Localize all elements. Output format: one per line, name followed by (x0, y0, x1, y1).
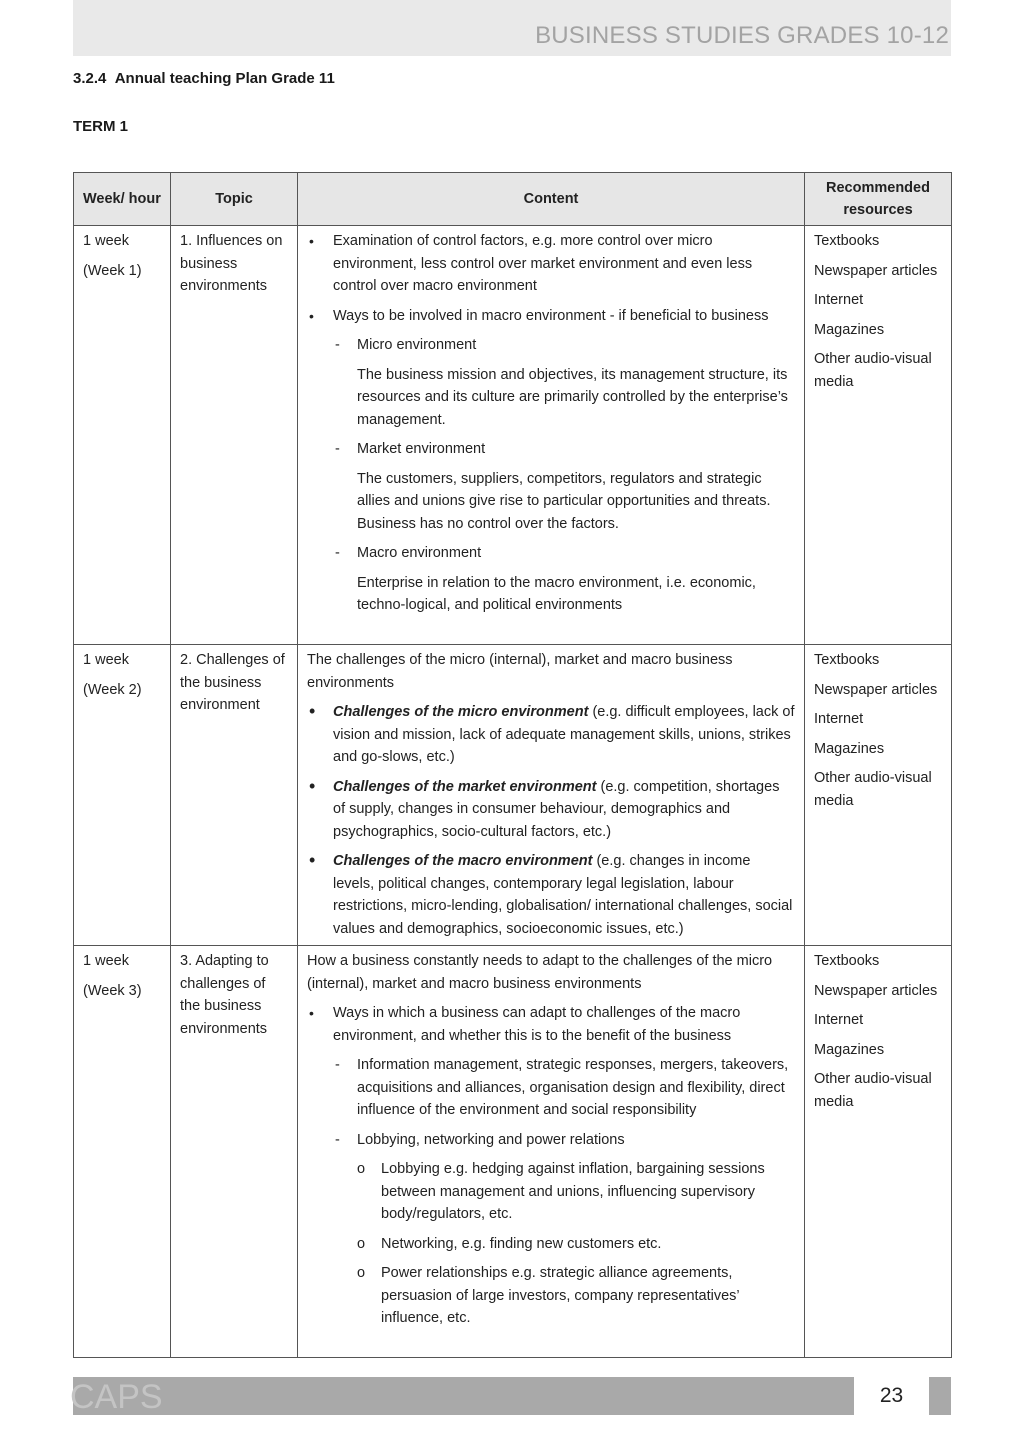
challenge-examples: (e.g. competition, shortages of supply, changes in consumer behaviour, demographics and psychographics, socio-cultural factors, etc.) (333, 778, 780, 840)
week-cell (74, 946, 171, 1358)
header-topic: Topic (171, 173, 298, 226)
content-dash-item (333, 1129, 795, 1330)
resource-item: Textbooks (814, 652, 880, 668)
table-row (74, 226, 952, 645)
resource-item: Internet (814, 1012, 864, 1028)
dash-item-title: Market environment (357, 441, 486, 457)
resource-item: Newspaper articles (814, 262, 938, 279)
resource-item: Other audio-visual media (814, 1071, 932, 1110)
resource-item: Magazines (814, 1041, 885, 1058)
resources-cell (805, 226, 952, 645)
resource-item: Internet (814, 292, 864, 308)
content-dash-item (333, 334, 795, 431)
section-heading (73, 70, 335, 87)
week-cell (74, 226, 171, 645)
content-intro: How a business constantly needs to adapt to the challenges of the micro (internal), market and macro business environments (307, 953, 773, 992)
content-bullet-text: Ways to be involved in macro environment - if beneficial to business (333, 307, 769, 324)
resources-cell (805, 645, 952, 946)
challenge-examples: (e.g. changes in income levels, political changes, contemporary legal legislation, labour restrictions, micro-lending, globalisation/ international challenges, social values and demographics, socioeconomic issues, etc.) (333, 853, 793, 937)
content-bullet (307, 776, 795, 844)
content-dash-item: - Information management, strategic responses, mergers, takeovers, acquisitions and alliances, organisation design and flexibility, direct influence of the environment and social responsibility (333, 1054, 795, 1122)
dash-item-title: Macro environment (357, 545, 482, 561)
week-duration: 1 week (83, 953, 129, 969)
content-sub-bullet: o Networking, e.g. finding new customers etc. (357, 1233, 795, 1256)
content-bullet (307, 1002, 795, 1330)
week-duration: 1 week (83, 652, 129, 668)
challenge-term: Challenges of the macro environment (333, 853, 593, 869)
challenge-term: Challenges of the micro environment (333, 704, 589, 720)
week-number: (Week 3) (83, 982, 142, 999)
resource-item: Newspaper articles (814, 982, 938, 999)
table-header-row (74, 173, 952, 226)
resource-item: Internet (814, 711, 864, 727)
challenge-examples: (e.g. difficult employees, lack of vision and mission, lack of adequate management skills, unions, strikes and go-slows, etc.) (333, 704, 795, 765)
header-content: Content (298, 173, 805, 226)
page-header-band (73, 0, 951, 56)
content-sub-bullet: o Power relationships e.g. strategic alliance agreements, persuasion of large investors, company representatives’ influence, etc. (357, 1262, 795, 1330)
page-number: 23 (854, 1377, 929, 1415)
resource-item: Other audio-visual media (814, 770, 932, 809)
resource-item: Other audio-visual media (814, 351, 932, 390)
content-bullet (307, 701, 795, 769)
resource-item: Textbooks (814, 953, 880, 969)
resource-item: Textbooks (814, 233, 880, 249)
table-row (74, 946, 952, 1358)
week-number: (Week 1) (83, 262, 142, 279)
term-heading: TERM 1 (73, 118, 129, 135)
content-sub-bullet: o Lobbying e.g. hedging against inflation, bargaining sessions between management and unions, influencing supervisory body/regulators, etc. (357, 1158, 795, 1226)
dash-item-title: Micro environment (357, 337, 477, 353)
annual-teaching-plan-table (73, 172, 952, 1358)
challenge-term: Challenges of the market environment (333, 778, 597, 795)
content-bullet (307, 850, 795, 940)
header-resources: Recommended resources (805, 173, 952, 226)
topic-text: 2. Challenges of the business environment (180, 652, 285, 713)
content-cell (298, 645, 805, 946)
content-dash-item (333, 542, 795, 617)
content-bullet: • Examination of control factors, e.g. more control over micro environment, less control over market environment and even less control over macro environment (307, 230, 795, 298)
content-bullet (307, 305, 795, 617)
topic-text: 1. Influences on business environments (180, 233, 283, 294)
content-cell (298, 226, 805, 645)
week-number: (Week 2) (83, 681, 142, 698)
running-header-title: BUSINESS STUDIES GRADES 10-12 (535, 22, 949, 49)
section-number: 3.2.4 (73, 70, 107, 87)
content-bullet-text: Ways in which a business can adapt to challenges of the macro environment, and whether this is to the benefit of the business (333, 1005, 741, 1044)
resource-item: Magazines (814, 321, 885, 338)
content-dash-item (333, 438, 795, 535)
dash-item-title: Lobbying, networking and power relations (357, 1131, 625, 1148)
resources-cell (805, 946, 952, 1358)
header-week-hour: Week/ hour (74, 173, 171, 226)
week-duration: 1 week (83, 233, 129, 249)
dash-item-description: The customers, suppliers, competitors, regulators and strategic allies and unions give rise to particular opportunities and threats. Business has no control over the factors. (357, 470, 771, 532)
topic-cell (171, 226, 298, 645)
dash-item-description: The business mission and objectives, its management structure, its resources and its culture are primarily controlled by the enterprise’s management. (357, 366, 788, 428)
topic-cell (171, 645, 298, 946)
table-row (74, 645, 952, 946)
content-intro: The challenges of the micro (internal), market and macro business environments (307, 652, 733, 691)
week-cell (74, 645, 171, 946)
page-footer-band (70, 1377, 951, 1416)
topic-text: 3. Adapting to challenges of the business environments (180, 953, 269, 1037)
content-cell (298, 946, 805, 1358)
topic-cell (171, 946, 298, 1358)
dash-item-description: Enterprise in relation to the macro environment, i.e. economic, techno-logical, and political environments (357, 574, 756, 613)
resource-item: Magazines (814, 740, 885, 757)
resource-item: Newspaper articles (814, 681, 938, 698)
section-title-text: Annual teaching Plan Grade 11 (114, 70, 335, 87)
footer-brand: CAPS (70, 1378, 163, 1416)
